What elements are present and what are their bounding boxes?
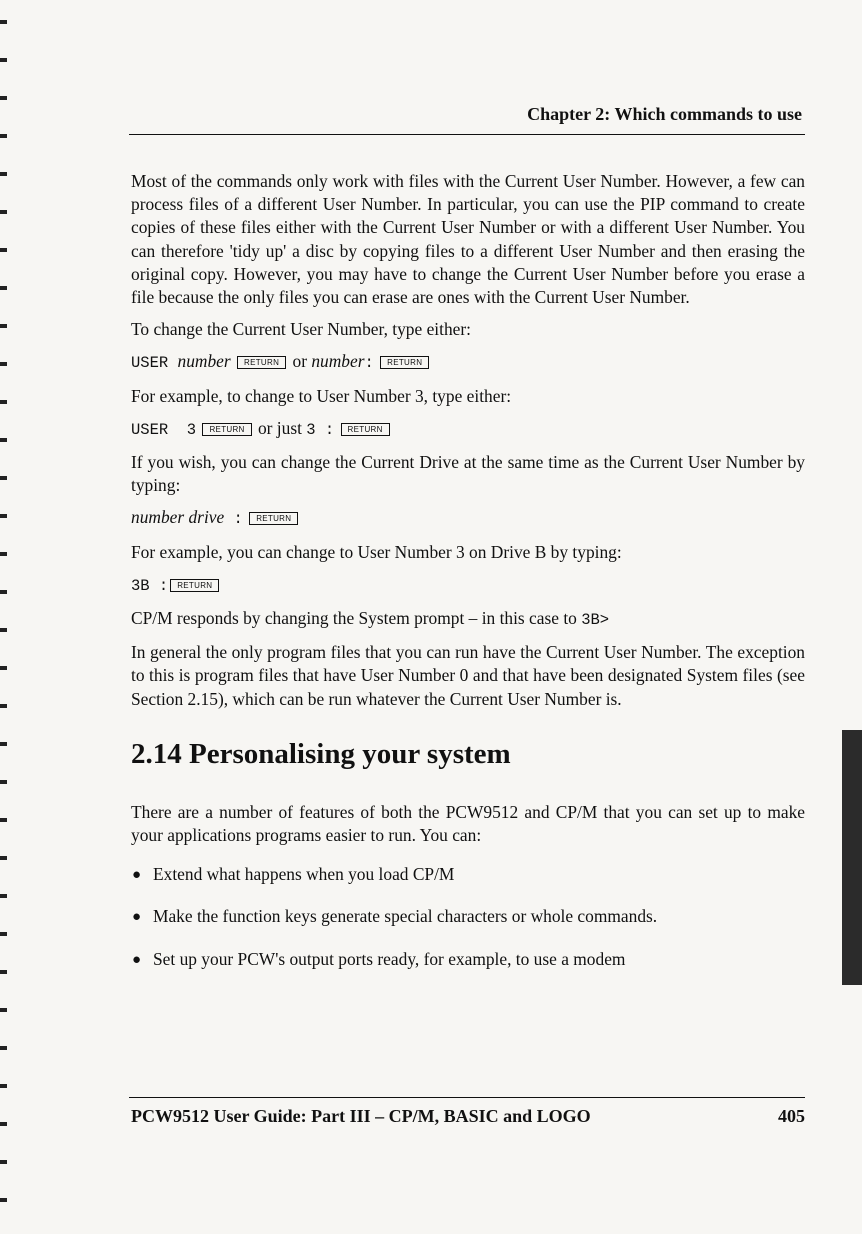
prompt-text: CP/M responds by changing the System prompt – in this case to	[131, 608, 582, 629]
return-key-icon: RETURN	[202, 423, 251, 436]
paragraph-example-3: For example, to change to User Number 3, type either:	[131, 385, 512, 406]
paragraph-drive-b: For example, you can change to User Number 3 on Drive B by typing:	[131, 541, 622, 562]
list-item-text: Make the function keys generate special characters or whole commands.	[153, 906, 658, 927]
list-item	[131, 863, 805, 886]
list-item-text: Set up your PCW's output ports ready, for example, to use a modem	[153, 948, 626, 969]
chapter-edge-tab	[842, 730, 862, 985]
return-key-icon: RETURN	[249, 512, 298, 525]
page-number: 405	[778, 1106, 805, 1126]
example-user-number	[131, 350, 805, 375]
code-user: USER	[131, 354, 178, 373]
list-item-text: Extend what happens when you load CP/M	[153, 864, 455, 885]
chapter-header: Chapter 2: Which commands to use	[527, 104, 802, 124]
list-item	[131, 905, 805, 928]
paragraph-prompt	[131, 607, 805, 632]
return-key-icon: RETURN	[170, 579, 219, 592]
example-3b	[131, 573, 805, 598]
arg-number-2: number	[311, 351, 365, 372]
example-user-3	[131, 417, 805, 442]
return-key-icon: RETURN	[237, 356, 286, 369]
arg-number: number	[177, 351, 231, 372]
list-item	[131, 948, 805, 971]
bullet-icon: ●	[132, 909, 142, 926]
footer-title: PCW9512 User Guide: Part III – CP/M, BASIC and LOGO	[131, 1106, 591, 1126]
paragraph-change-user: To change the Current User Number, type either:	[131, 319, 471, 340]
code-user-3: USER 3	[131, 420, 197, 439]
or-text: or	[288, 351, 312, 372]
return-key-icon: RETURN	[341, 423, 390, 436]
bullet-icon: ●	[132, 951, 142, 968]
page-body	[131, 170, 805, 990]
feature-list	[131, 863, 805, 971]
arg-number-drive: number drive	[131, 507, 225, 528]
code-3: 3 :	[306, 420, 335, 439]
header-rule	[129, 134, 805, 135]
paragraph-program-files: In general the only program files that you can run have the Current User Number. The exception to this is program files that have User Number 0 and that have been designated System files (see Section 2.15), which can be run whatever the Current User Number is.	[131, 642, 805, 709]
prompt-code: 3B>	[581, 611, 610, 630]
colon: :	[224, 510, 243, 529]
paragraph-drive: If you wish, you can change the Current Drive at the same time as the Current User Number by typing:	[131, 452, 805, 496]
paragraph-user-numbers: Most of the commands only work with files with the Current User Number. However, a few can process files of a different User Number. In particular, you can use the PIP command to create copies of these files either with the Current User Number or with a different User Number. You can therefore 'tidy up' a disc by copying files to a different User Number and then erasing the original copy. However, you may have to change the Current User Number before you erase a file because the only files you can erase are ones with the Current User Number.	[131, 171, 805, 308]
or-just-text: or just	[253, 417, 307, 438]
binder-holes	[0, 0, 7, 1234]
section-intro: There are a number of features of both the PCW9512 and CP/M that you can set up to make your applications programs easier to run. You can:	[131, 801, 805, 846]
code-3b: 3B :	[131, 576, 169, 595]
bullet-icon: ●	[132, 867, 142, 884]
example-number-drive	[131, 506, 805, 531]
section-heading: 2.14 Personalising your system	[131, 737, 511, 770]
return-key-icon: RETURN	[380, 356, 429, 369]
colon: :	[364, 354, 374, 373]
footer-rule	[129, 1097, 805, 1098]
